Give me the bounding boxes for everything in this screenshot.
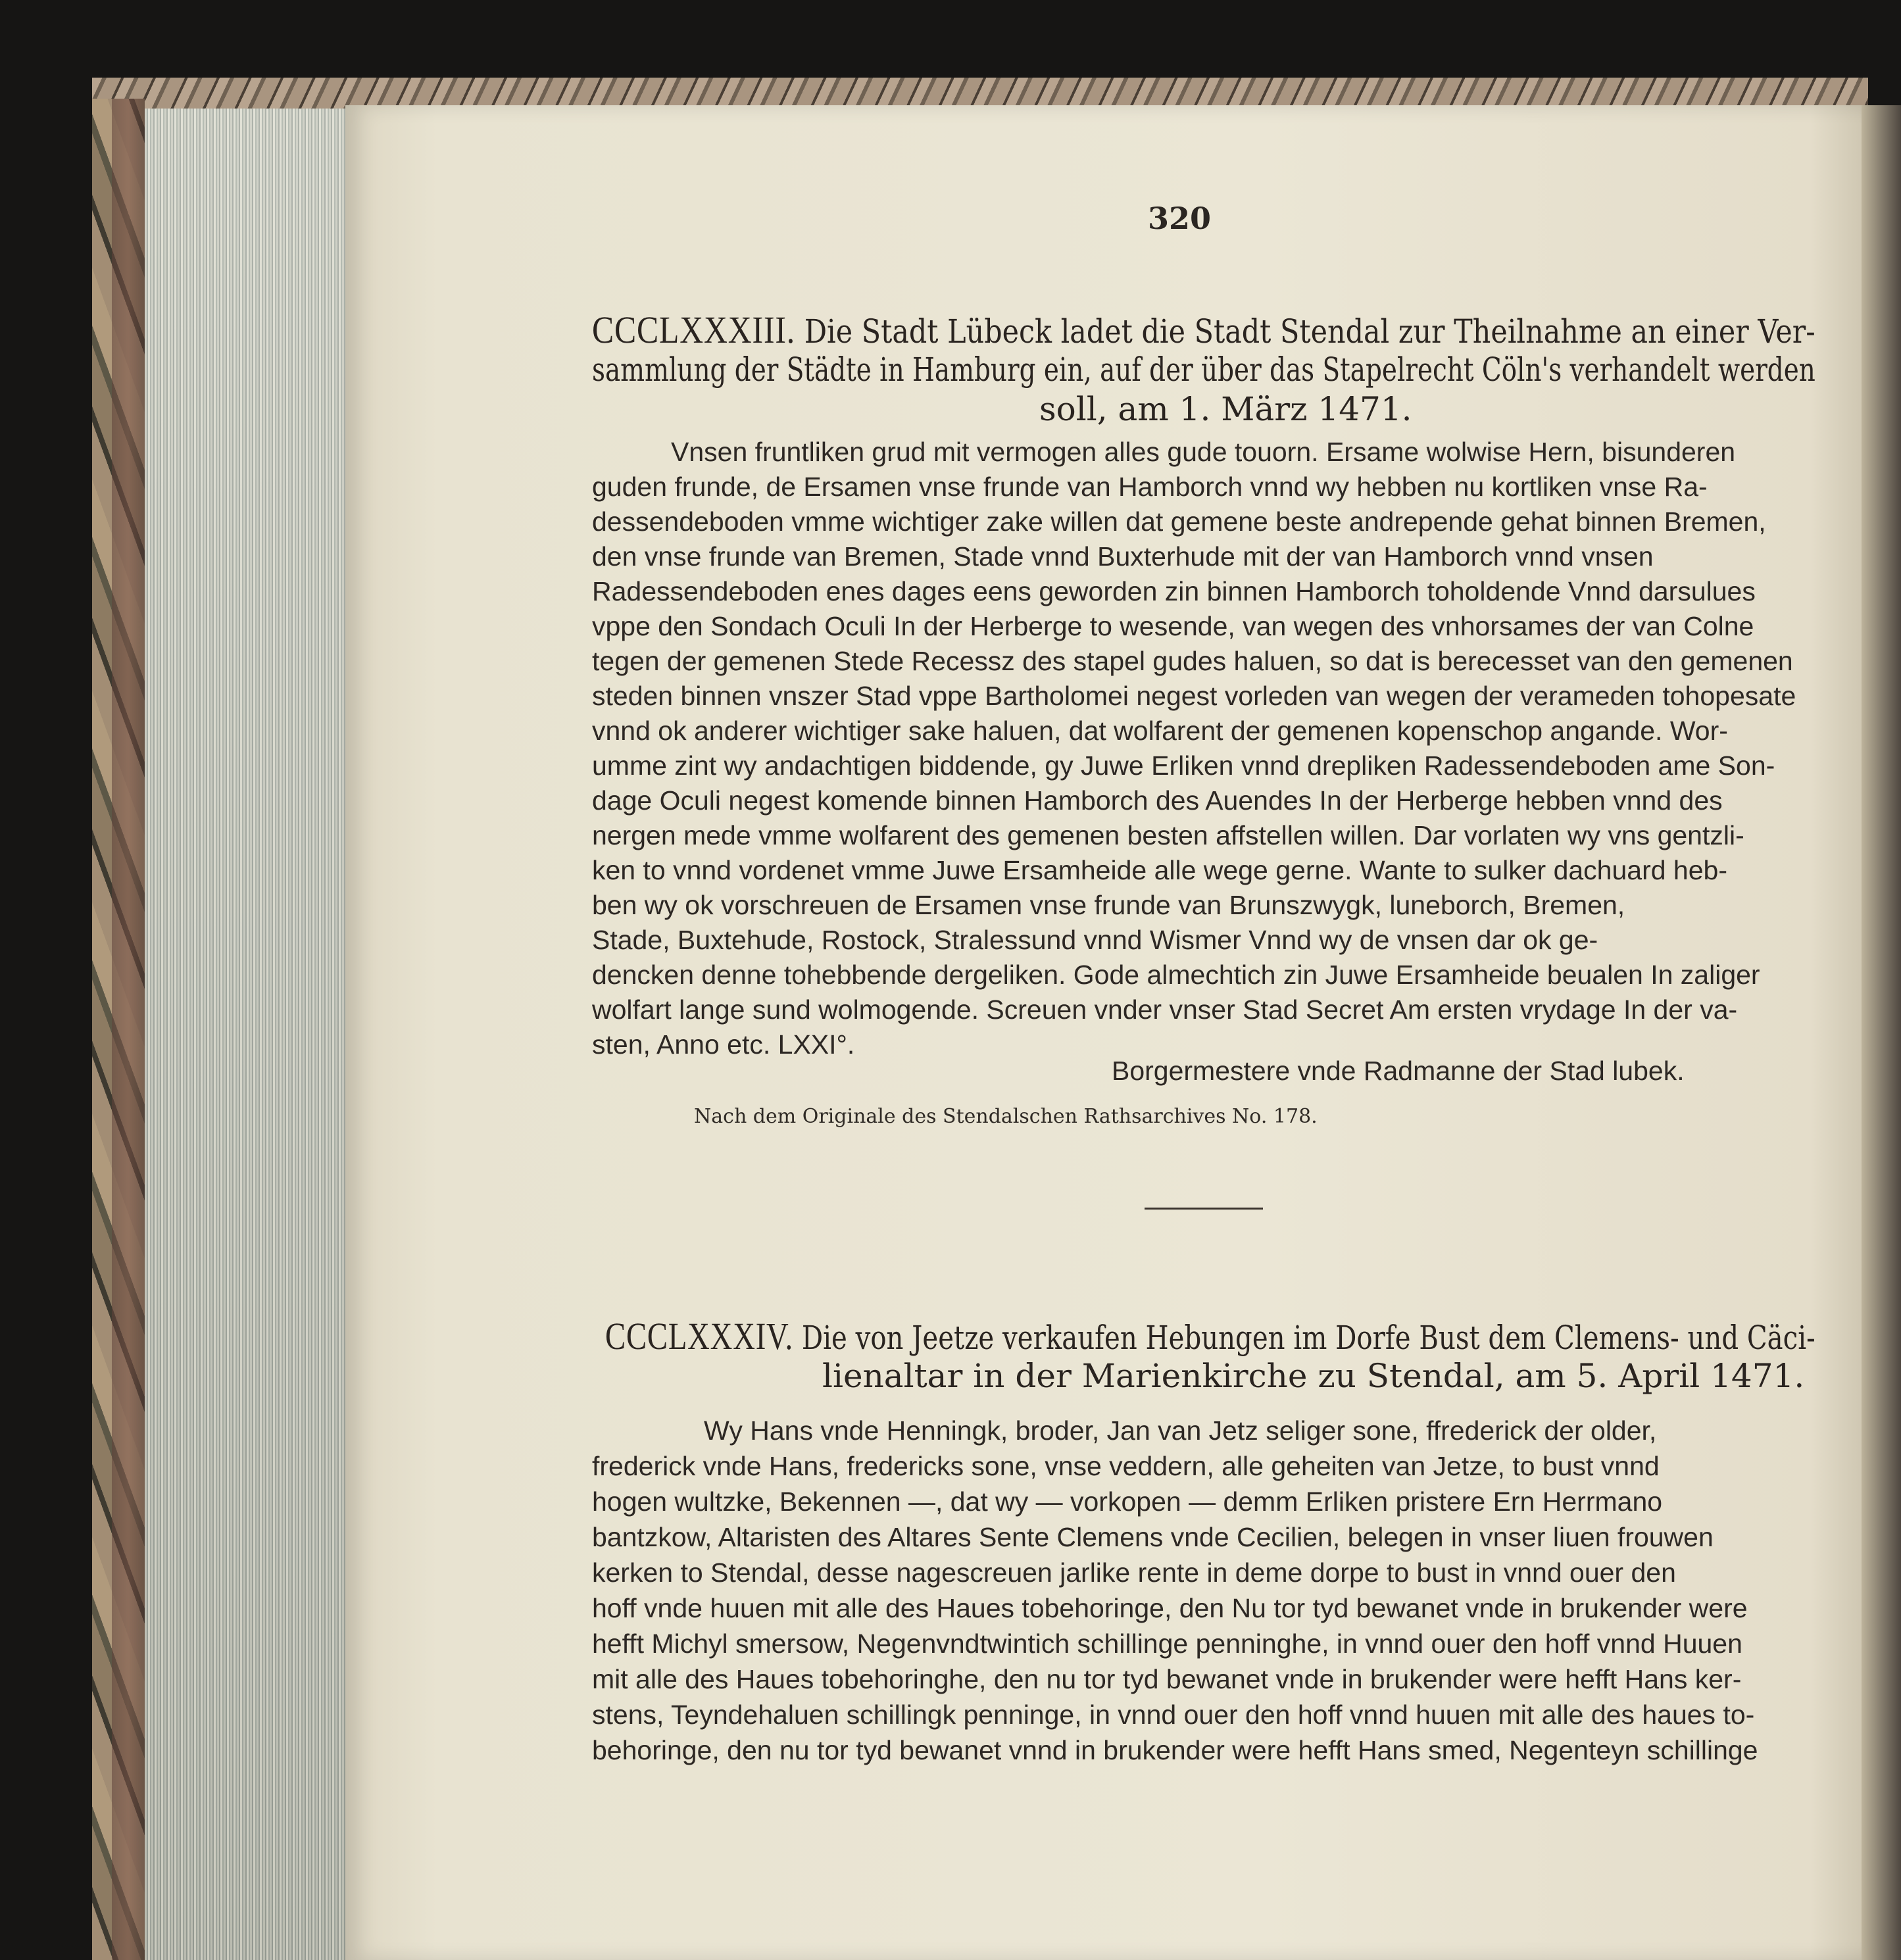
- body-text-line: vppe den Sondach Oculi In der Herberge to wesende, van wegen des vnhorsames der van Colne: [592, 611, 1754, 641]
- body-text-line: dage Oculi negest komende binnen Hamborch des Auendes In der Herberge hebben vnnd des: [592, 785, 1723, 816]
- body-text-line: ben wy ok vorschreuen de Ersamen vnse frunde van Brunszwygk, luneborch, Bremen,: [592, 890, 1625, 920]
- body-text-line: Radessendeboden enes dages eens geworden zin binnen Hamborch toholdende Vnnd darsulues: [592, 576, 1756, 606]
- body-text-line: tegen der gemenen Stede Recessz des stapel gudes haluen, so dat is berecesset van den gemenen: [592, 646, 1793, 676]
- section2-title-line: lienaltar in der Marienkirche zu Stendal, am 5. April 1471.: [822, 1357, 1805, 1395]
- body-text-line: hogen wultzke, Bekennen —, dat wy — vorkopen — demm Erliken pristere Ern Herrmano: [592, 1486, 1663, 1517]
- body-text-line: stens, Teyndehaluen schillingk penninge, in vnnd ouer den hoff vnnd huuen mit alle des haues to-: [592, 1700, 1755, 1730]
- body-text-line: guden frunde, de Ersamen vnse frunde van Hamborch vnnd wy hebben nu kortliken vnse Ra-: [592, 472, 1708, 502]
- body-text-line: Vnsen fruntliken grud mit vermogen alles gude touorn. Ersame wolwise Hern, bisunderen: [671, 437, 1736, 467]
- body-text-line: frederick vnde Hans, fredericks sone, vnse veddern, alle geheiten van Jetze, to bust vnnd: [592, 1451, 1660, 1481]
- body-text-line: mit alle des Haues tobehoringhe, den nu tor tyd bewanet vnde in brukender were hefft Hans ker-: [592, 1664, 1742, 1694]
- section1-number: CCCLXXXIII.: [592, 308, 796, 351]
- body-text-line: nergen mede vmme wolfarent des gemenen besten affstellen willen. Dar vorlaten wy vns gentzli-: [592, 820, 1744, 850]
- body-text-line: vnnd ok anderer wichtiger sake haluen, dat wolfarent der gemenen kopenschop angande. Wor-: [592, 716, 1728, 746]
- body-text-line: steden binnen vnszer Stad vppe Bartholomei negest vorleden van wegen der verameden tohopesate: [592, 681, 1796, 711]
- page-edges: [145, 109, 349, 1960]
- section1-signature: Borgermestere vnde Radmanne der Stad lubek.: [1112, 1056, 1685, 1086]
- page-gutter-shadow: [1862, 105, 1901, 1960]
- section2-title-line: Die von Jeetze verkaufen Hebungen im Dorfe Bust dem Clemens- und Cäci-: [801, 1319, 1815, 1357]
- section1-title-line: Die Stadt Lübeck ladet die Stadt Stendal zur Theilnahme an einer Ver-: [804, 312, 1815, 351]
- book-spine: [112, 99, 145, 1960]
- body-text-line: wolfart lange sund wolmogende. Screuen vnder vnser Stad Secret Am ersten vrydage In der va-: [592, 994, 1738, 1025]
- body-text-line: Wy Hans vnde Henningk, broder, Jan van Jetz seliger sone, ffrederick der older,: [704, 1415, 1657, 1446]
- body-text-line: hefft Michyl smersow, Negenvndtwintich schillinge penninghe, in vnnd ouer den hoff vnnd Huuen: [592, 1629, 1742, 1659]
- body-text-line: bantzkow, Altaristen des Altares Sente Clemens vnde Cecilien, belegen in vnser liuen frouwen: [592, 1522, 1714, 1552]
- body-text-line: sten, Anno etc. LXXI°.: [592, 1029, 855, 1060]
- page-number: 320: [1148, 201, 1212, 236]
- body-text-line: dencken denne tohebbende dergeliken. Gode almechtich zin Juwe Ersamheide beualen In zaliger: [592, 960, 1760, 990]
- body-text-line: behoringe, den nu tor tyd bewanet vnnd in brukender were hefft Hans smed, Negenteyn schillinge: [592, 1735, 1758, 1765]
- body-text-line: den vnse frunde van Bremen, Stade vnnd Buxterhude mit der van Hamborch vnnd vnsen: [592, 541, 1654, 572]
- body-text-line: kerken to Stendal, desse nagescreuen jarlike rente in deme dorpe to bust in vnnd ouer den: [592, 1557, 1676, 1588]
- section1-title-line: sammlung der Städte in Hamburg ein, auf der über das Stapelrecht Cöln's verhandelt werden: [592, 351, 1815, 389]
- body-text-line: dessendeboden vmme wichtiger zake willen dat gemene beste andrepende gehat binnen Bremen,: [592, 506, 1766, 537]
- section-divider: [1145, 1208, 1263, 1210]
- body-text-line: ken to vnnd vordenet vmme Juwe Ersamheide alle wege gerne. Wante to sulker dachuard heb-: [592, 855, 1727, 885]
- section2-number: CCCLXXXIV.: [605, 1315, 794, 1358]
- section1-source-note: Nach dem Originale des Stendalschen Rathsarchives No. 178.: [694, 1105, 1318, 1128]
- body-text-line: Stade, Buxtehude, Rostock, Stralessund vnnd Wismer Vnnd wy de vnsen dar ok ge-: [592, 925, 1598, 955]
- body-text-line: hoff vnde huuen mit alle des Haues tobehoringe, den Nu tor tyd bewanet vnde in brukender were: [592, 1593, 1748, 1623]
- body-text-line: umme zint wy andachtigen biddende, gy Juwe Erliken vnnd drepliken Radessendeboden ame Son-: [592, 750, 1775, 781]
- section1-title-line: soll, am 1. März 1471.: [1039, 390, 1412, 428]
